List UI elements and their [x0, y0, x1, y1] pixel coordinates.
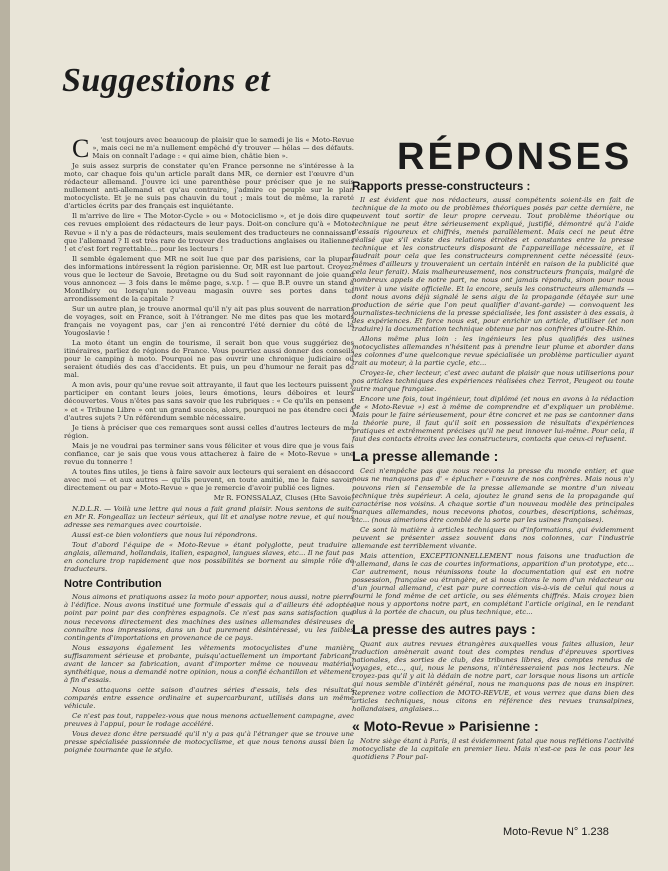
ndlr-paragraph: Tout d'abord l'équipe de « Moto-Revue » étant polyglotte, peut traduire : anglais, allemand, hollandais, italien, espagnol, langues slaves, etc... Il ne faut pas en conclure trop rapidement que nos possibilités se bornent au simple rôle de traducteurs. — [64, 541, 354, 574]
reponse-paragraph: Ceci n'empêche pas que nous recevons la presse du monde entier, et que nous ne manquons pas d' « éplucher » l'œuvre de nos confrères. Mais nous n'y pouvons rien si l'ensemble de la presse allemande se montre d'un niveau technique très supérieur. A cela, ajoutez le grand sens de la propagande qui caractérise nos voisins. A chaque sortie d'un nouveau modèle des principales marques allemandes, nous recevons photos, courbes, descriptions, schémas, etc... (nous aimerions être comblé de la sorte par les usines françaises). — [352, 467, 634, 524]
letter-paragraph: A mon avis, pour qu'une revue soit attrayante, il faut que les lecteurs puissent y participer en contant leurs joies, leurs émotions, leurs déboires et leurs découvertes. Vous n'êtes pas sans savoir que les rubriques : « Ce qu'ils en pensent » et « Tribune Libre » ont un grand succès, alors, pourquoi ne pas étendre ceci à d'autres sujets ? Un référendum semble nécessaire. — [64, 381, 354, 422]
letter-paragraph: Je tiens à préciser que ces remarques sont aussi celles d'autres lecteurs de ma région. — [64, 423, 354, 440]
letter-paragraph-text: 'est toujours avec beaucoup de plaisir que le samedi je lis « Moto-Revue », mais ceci ne m'a nullement empêché d'y trouver — hélas — des défauts. Mais on connaît l'adage : « qui aime bien, châtie bien ». — [92, 136, 354, 161]
section-heading-contribution: Notre Contribution — [64, 578, 162, 591]
reponse-paragraph: Allons même plus loin : les ingénieurs les plus qualifiés des usines motocyclistes allemandes n'hésitent pas à prendre leur plume et aborder dans les colonnes d'une quelconque revue spécialisée un problème particulier ayant trait au moteur, à la partie cycle, etc... — [352, 334, 634, 367]
page-footer: Moto-Revue N° 1.238 — [503, 826, 609, 838]
ndlr-paragraph: Aussi est-ce bien volontiers que nous lui répondrons. — [72, 531, 258, 540]
drop-cap: C — [72, 134, 90, 163]
section-heading-moto-revue-parisienne: « Moto-Revue » Parisienne : — [352, 717, 539, 734]
letter-paragraph: La moto étant un engin de tourisme, il serait bon que vous suggériez des itinéraires, parliez de régions de France. Vous pourriez aussi donner des conseils pour le camping à moto. Pourquoi ne pas ouvrir une chronique judiciaire où seraient étudiés des cas d'accidents. Et puis, un peu d'humour ne ferait pas de mal. — [64, 339, 354, 380]
left-column — [64, 132, 354, 832]
reponse-paragraph: Il est évident que nos rédacteurs, aussi compétents soient-ils en fait de technique de la moto ou de problèmes théoriques posés par cette dernière, ne peuvent tout sortir de leur propre cerveau. Tout problème théorique ou technique ne peut être sérieusement expliqué, justifié, démontré qu'à l'aide d'essais rigoureux et chiffrés, menés parallèlement. Mais ceci ne peut être réalisé que s'il existe des relations étroites et constantes entre la presse technique et les constructeurs disposant de l'appareillage nécessaire, et il faudrait pour cela que les constructeurs comprennent cette nécessité (eux-mêmes d'ailleurs y trouveraient un certain intérêt en raison de la publicité que cela leur ferait). Mais malheureusement, nos constructeurs français, malgré de nombreux appels de notre part, ne nous ont jamais répondu, sinon pour nous inviter à une visite officielle. Et la encore, seuls les constructeurs allemands — dont nous avons déjà signalé le sens aigu de la propagande (étayée sur une production de série que l'on peut qualifier d'avant-garde) — convoquent les journalistes-techniciens de la presse spécialisée, les font assister à des essais, à des expériences. Et force nous est, pour enrichir un article, d'utiliser (et non traduire) la documentation technique obtenue par nos confrères d'outre-Rhin. — [352, 196, 634, 333]
reponse-paragraph: Croyez-le, cher lecteur, c'est avec autant de plaisir que nous utiliserions pour nos articles techniques des expériences réalisées chez Terrot, Peugeot ou toute autre marque française. — [352, 368, 634, 394]
reponse-paragraph: Mais attention, EXCEPTIONNELLEMENT nous faisons une traduction de l'allemand, dans le cas de courtes informations, apparition d'un prototype, etc... Car autrement, nous réunissons toute la documentation qui est en notre possession, française ou étrangère, et si nous citons le nom d'un rédacteur ou d'un journal allemand, c'est par pure correction vis-à-vis de celui qui nous a fourni le fond même de cet article, ou ses éléments chiffrés. Mais croyez bien que nous y apportons notre part, en complétant l'article original, en le rendant plus à la portée de chacun, ou plus technique, etc... — [352, 551, 634, 617]
right-column — [352, 176, 634, 824]
contribution-paragraph: Ce n'est pas tout, rappelez-vous que nous menons actuellement campagne, avec preuves à l'appui, pour le rodage accéléré. — [64, 712, 354, 729]
section-heading-presse-allemande: La presse allemande : — [352, 448, 499, 465]
letter-paragraph: A toutes fins utiles, je tiens à faire savoir aux lecteurs qui seraient en désaccord avec moi — et aux autres — qu'ils peuvent, en toute amitié, me le faire savoir, directement ou par « Moto-Revue » que je remercie d'avoir publié ces lignes. — [64, 467, 354, 492]
letter-paragraph: Je suis assez surpris de constater qu'en France personne ne s'intéresse à la moto, car chaque fois qu'un article paraît dans MR, ce dernier est l'œuvre d'un rédacteur allemand. J'ouvre ici une parenthèse pour préciser que je ne suis nullement anti-allemand et qu'au contraire, j'admire ce peuple sur le plan motocycliste. Et je ne suis pas chauvin du tout ; mais tout de même, la rareté d'articles écrits par des français est inquiétante. — [64, 162, 354, 211]
reponse-paragraph: Notre siège étant à Paris, il est évidemment fatal que nous reflétions l'activité motocycliste de la capitale en premier lieu. Mais n'est-ce pas le cas pour les quotidiens ? Pour pal- — [352, 736, 634, 761]
reponse-paragraph: Quant aux autres revues étrangères auxquelles vous faites allusion, leur traduction amènerait avant tout des comptes rendus d'épreuves sportives nationales, des sorties de club, des tribunes libres, des comptes rendus de voyages, etc..., qui, nous le pensons, n'intéresseraient pas nos lecteurs. Ne croyez-pas qu'il y ait là dédain de notre part, car lorsque nous lisons un article qui nous semble d'intérêt général, nous ne manquons pas de nous en inspirer. Reprenez votre collection de MOTO-REVUE, et vous verrez que dans bien des articles techniques, nous citons en référence des revues transalpines, hollandaises, anglaises... — [352, 640, 634, 713]
page-binding-edge — [0, 0, 10, 871]
section-heading-rapports: Rapports presse-constructeurs : — [352, 181, 531, 193]
ndlr-paragraph: N.D.L.R. — Voilà une lettre qui nous a fait grand plaisir. Nous sentons de suite en Mr R. Fongeallaz un lecteur sérieux, qui lit et analyse notre revue, et qui nous adresse ses remarques avec courtoisie. — [64, 505, 354, 530]
letter-paragraph: Sur un autre plan, je trouve anormal qu'il n'y ait pas plus souvent de narrations de voyages, soit en France, soit à l'étranger. Ne me dites pas que les motards français ne voyagent pas, car j'en ai rencontré l'été dernier du côté de la Yougoslavie ! — [64, 304, 354, 338]
contribution-paragraph: Nous essayons également les vêtements motocyclistes d'une manière suffisamment sérieuse et probante, puisqu'actuellement un important fabricant, avant de lancer sa fabrication, avant d'importer même ce nouveau matériau synthétique, nous a demandé notre opinion, nous a confié échantillon et vêtement, à fin d'essais. — [64, 643, 354, 684]
letter-paragraph — [64, 134, 354, 163]
letter-paragraph: Il semble également que MR ne soit lue que par des parisiens, car la plupart des informations intéressent la région parisienne. Or, MR est lue partout. Croyez-vous que le lecteur de Savoie, Bretagne ou du Sud soit rayonnant de joie quand vous annoncez — 3 fois dans le même page, s.v.p. ! — que B.P. ouvre un stand à Montlhéry ou lorsqu'un nouveau magasin ouvre ses portes dans tel arrondissement de la capitale ? — [64, 254, 354, 303]
reponse-paragraph: Encore une fois, tout ingénieur, tout diplômé (et nous en avons à la rédaction de « Moto-Revue ») est à même de comprendre et d'expliquer un problème. Mais pour le faire sérieusement, pour être concret et ne pas se cantonner dans la théorie pure, il faut qu'il soit en possession de résultats d'expériences pratiques et extrêmement précises qu'il ne peut innover lui-même. Pour cela, il faut des contacts étroits avec les constructeurs, contacts que ceux-ci refusent. — [352, 395, 634, 444]
title-reponses: RÉPONSES — [397, 136, 633, 178]
title-suggestions: Suggestions et — [62, 62, 271, 99]
letter-signature: Mr R. FONSSALAZ, Cluses (Hte Savoie) — [213, 493, 354, 502]
contribution-paragraph: Nous attaquons cette saison d'autres séries d'essais, tels des résultats comparés entre essence ordinaire et supercarburant, utilisés dans un même véhicule. — [64, 685, 354, 710]
contribution-paragraph: Vous devez donc être persuadé qu'il n'y a pas qu'à l'étranger que se trouve une presse spécialisée passionnée de motocyclisme, et que nous tenons aussi bien la poignée tournante que le stylo. — [64, 730, 354, 755]
letter-paragraph: Mais je ne voudrai pas terminer sans vous féliciter et vous dire que je vous fais confiance, car je sais que vous vous attacherez à faire de « Moto-Revue » une revue du tonnerre ! — [64, 441, 354, 466]
reponse-paragraph: Ce sont là matière à articles techniques ou d'informations, qui évidemment peuvent se présenter assez souvent dans nos colonnes, car l'industrie allemande est terriblement vivante. — [352, 525, 634, 550]
section-heading-autres-pays: La presse des autres pays : — [352, 621, 536, 638]
contribution-paragraph: Nous aimons et pratiquons assez la moto pour apporter, nous aussi, notre pierre à l'édifice. Nous avons institué une formule d'essais qui a d'ailleurs été adoptée point par point par des confrères espagnols. Ce n'est pas sans satisfaction que nous recevons directement des machines des usines allemandes désireuses de connaître nos impressions, dans un but purement désintéressé, vu les faibles contingents d'importations en provenance de ce pays. — [64, 593, 354, 642]
letter-paragraph: Il m'arrive de lire « The Motor-Cycle » ou « Motociclismo », et je dois dire que ces revues emploient des rédacteurs de leur pays. Doit-on conclure qu'à « Moto-Revue » il n'y a pas de rédacteurs, mais seulement des traducteurs ne connaissant que l'allemand ? Il est très rare de trouver des traductions anglaises ou italiennes ! et c'est fort regrettable... pour les lecteurs ! — [64, 212, 354, 253]
